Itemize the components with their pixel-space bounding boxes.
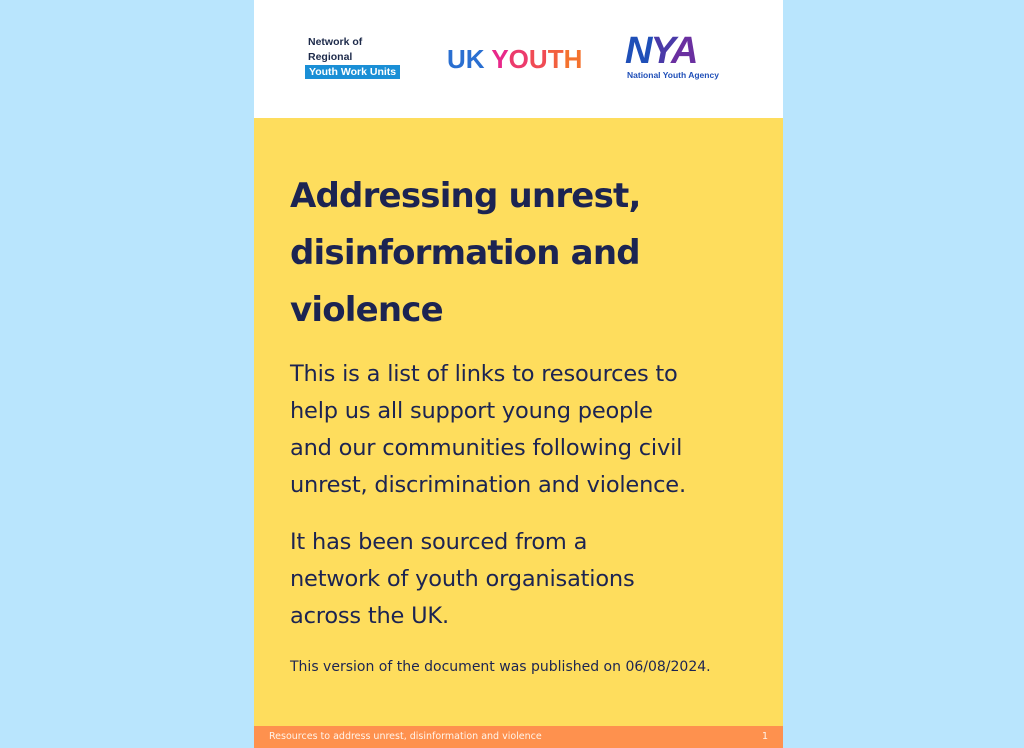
- source-paragraph: [290, 524, 760, 635]
- uk-youth-logo-uk: UK: [447, 44, 485, 74]
- paragraph-line: network of youth organisations: [290, 566, 635, 592]
- nrywu-logo-line3: Youth Work Units: [305, 65, 400, 79]
- uk-youth-logo-letter: O: [508, 44, 529, 74]
- page-footer: [254, 726, 783, 748]
- uk-youth-logo-letter: Y: [491, 44, 509, 74]
- paragraph-line: and our communities following civil: [290, 435, 683, 461]
- paragraph-line: help us all support young people: [290, 398, 653, 424]
- title-line: Addressing unrest,: [290, 176, 641, 216]
- nrywu-logo-line2: Regional: [308, 51, 353, 63]
- nya-logo: [625, 30, 725, 80]
- uk-youth-logo-letter: U: [528, 44, 548, 74]
- nya-logo-a: A: [670, 30, 697, 72]
- footer-title: Resources to address unrest, disinformation and violence: [269, 731, 542, 742]
- uk-youth-logo: [447, 45, 582, 73]
- nya-logo-mark: [625, 30, 725, 72]
- cover-content: [290, 168, 760, 675]
- page-number: 1: [761, 731, 768, 742]
- uk-youth-logo-letter: T: [547, 44, 564, 74]
- paragraph-line: across the UK.: [290, 603, 449, 629]
- title-line: violence: [290, 290, 443, 330]
- uk-youth-logo-letter: H: [563, 44, 583, 74]
- logo-header: [254, 0, 783, 118]
- intro-paragraph: [290, 356, 760, 504]
- paragraph-line: unrest, discrimination and violence.: [290, 472, 686, 498]
- paragraph-line: This is a list of links to resources to: [290, 361, 678, 387]
- paragraph-line: It has been sourced from a: [290, 529, 588, 555]
- nrywu-logo: [308, 35, 400, 80]
- nya-logo-subtitle: National Youth Agency: [627, 70, 719, 80]
- nrywu-logo-line1: Network of: [308, 36, 363, 48]
- published-note: This version of the document was published on 06/08/2024.: [290, 659, 711, 675]
- nya-logo-y: Y: [650, 30, 671, 72]
- nya-logo-n: N: [625, 30, 651, 72]
- page-title: [290, 168, 760, 339]
- document-page: [254, 0, 783, 748]
- title-line: disinformation and: [290, 233, 640, 273]
